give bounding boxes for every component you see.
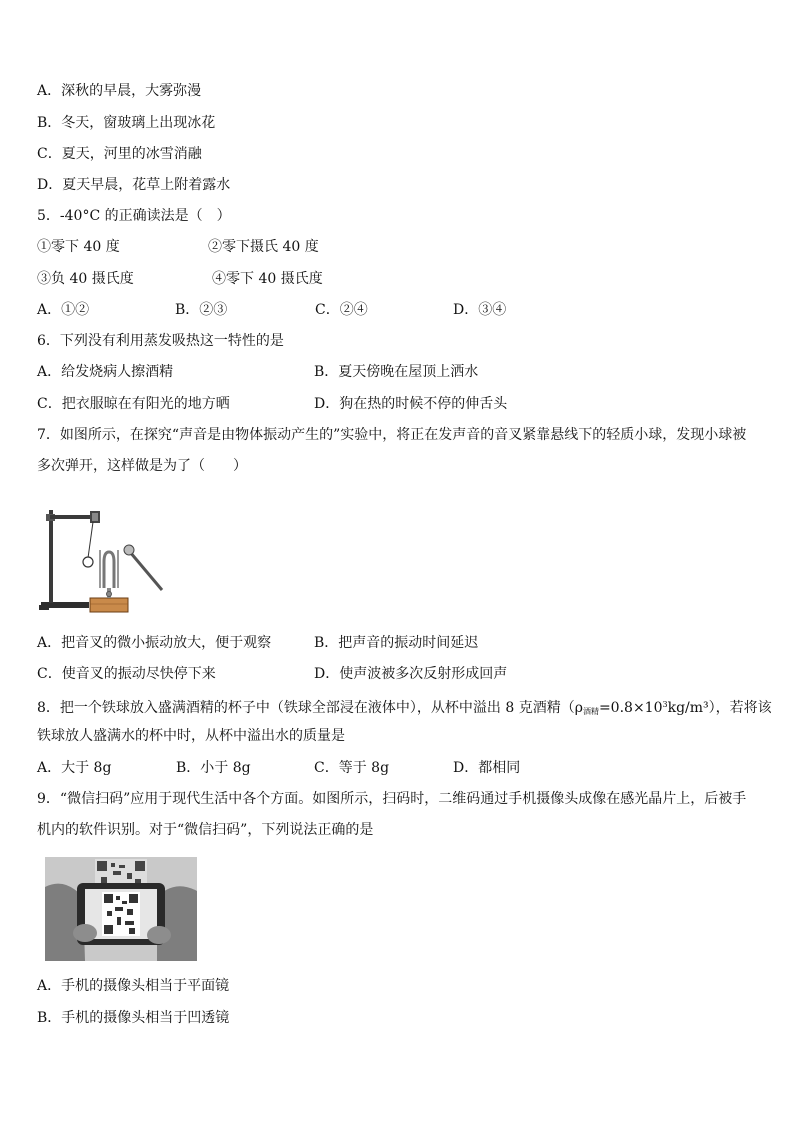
q5-reading-1: ①零下 40 度 <box>37 239 120 255</box>
q5-reading-4: ④零下 40 摄氏度 <box>212 271 323 287</box>
q8-stem-text-end: kg/m³），若将该 <box>667 700 772 716</box>
q8-density-value: =0.8×10 <box>598 700 663 716</box>
q9-option-b: B．手机的摄像头相当于凹透镜 <box>37 1010 230 1026</box>
q4-option-d: D．夏天早晨，花草上附着露水 <box>37 177 231 193</box>
q8-stem-text: 8．把一个铁球放入盛满酒精的杯子中（铁球全部浸在液体中），从杯中溢出 8 克酒精（ρ <box>37 700 583 716</box>
q6-option-c: C．把衣服晾在有阳光的地方晒 <box>37 396 230 412</box>
q7-option-b: B．把声音的振动时间延迟 <box>314 635 479 651</box>
q6-stem: 6．下列没有利用蒸发吸热这一特性的是 <box>37 333 284 349</box>
q8-option-c: C．等于 8g <box>314 760 390 776</box>
q7-stem-line1: 7．如图所示，在探究“声音是由物体振动产生的”实验中，将正在发声音的音叉紧靠悬线下的轻质小球，发现小球被 <box>37 427 747 443</box>
q4-option-b: B．冬天，窗玻璃上出现冰花 <box>37 115 216 131</box>
q5-option-d: D．③④ <box>453 302 507 318</box>
qr-scan-phone-photo <box>45 857 197 961</box>
q7-option-c: C．使音叉的振动尽快停下来 <box>37 666 216 682</box>
q5-reading-3: ③负 40 摄氏度 <box>37 271 134 287</box>
q8-option-d: D．都相同 <box>453 760 521 776</box>
q9-option-a: A．手机的摄像头相当于平面镜 <box>37 978 230 994</box>
q8-option-b: B．小于 8g <box>176 760 251 776</box>
q7-stem-line2: 多次弹开，这样做是为了（ ） <box>37 458 247 474</box>
q9-stem-line1: 9．“微信扫码”应用于现代生活中各个方面。如图所示，扫码时，二维码通过手机摄像头成像在感光晶片上，后被手 <box>37 791 747 807</box>
q5-option-b: B．②③ <box>175 302 228 318</box>
q5-option-c: C．②④ <box>315 302 368 318</box>
q8-density-exponent: 3 <box>662 700 668 709</box>
q8-density-subscript: 酒精 <box>582 707 599 716</box>
q7-option-a: A．把音叉的微小振动放大，便于观察 <box>37 635 272 651</box>
q9-stem-line2: 机内的软件识别。对于“微信扫码”，下列说法正确的是 <box>37 822 374 838</box>
q6-option-b: B．夏天傍晚在屋顶上洒水 <box>314 364 479 380</box>
q7-option-d: D．使声波被多次反射形成回声 <box>314 666 508 682</box>
q4-option-a: A．深秋的早晨，大雾弥漫 <box>37 83 202 99</box>
q6-option-a: A．给发烧病人擦酒精 <box>37 364 174 380</box>
q8-stem-line2: 铁球放人盛满水的杯中时，从杯中溢出水的质量是 <box>37 728 345 744</box>
q5-option-a: A．①② <box>37 302 90 318</box>
tuning-fork-apparatus-figure <box>38 492 170 618</box>
q8-option-a: A．大于 8g <box>37 760 112 776</box>
q5-reading-2: ②零下摄氏 40 度 <box>208 239 319 255</box>
q8-stem-line1 <box>37 696 772 721</box>
q5-stem: 5．-40°C 的正确读法是（ ） <box>37 208 231 224</box>
q4-option-c: C．夏天，河里的冰雪消融 <box>37 146 202 162</box>
q6-option-d: D．狗在热的时候不停的伸舌头 <box>314 396 508 412</box>
